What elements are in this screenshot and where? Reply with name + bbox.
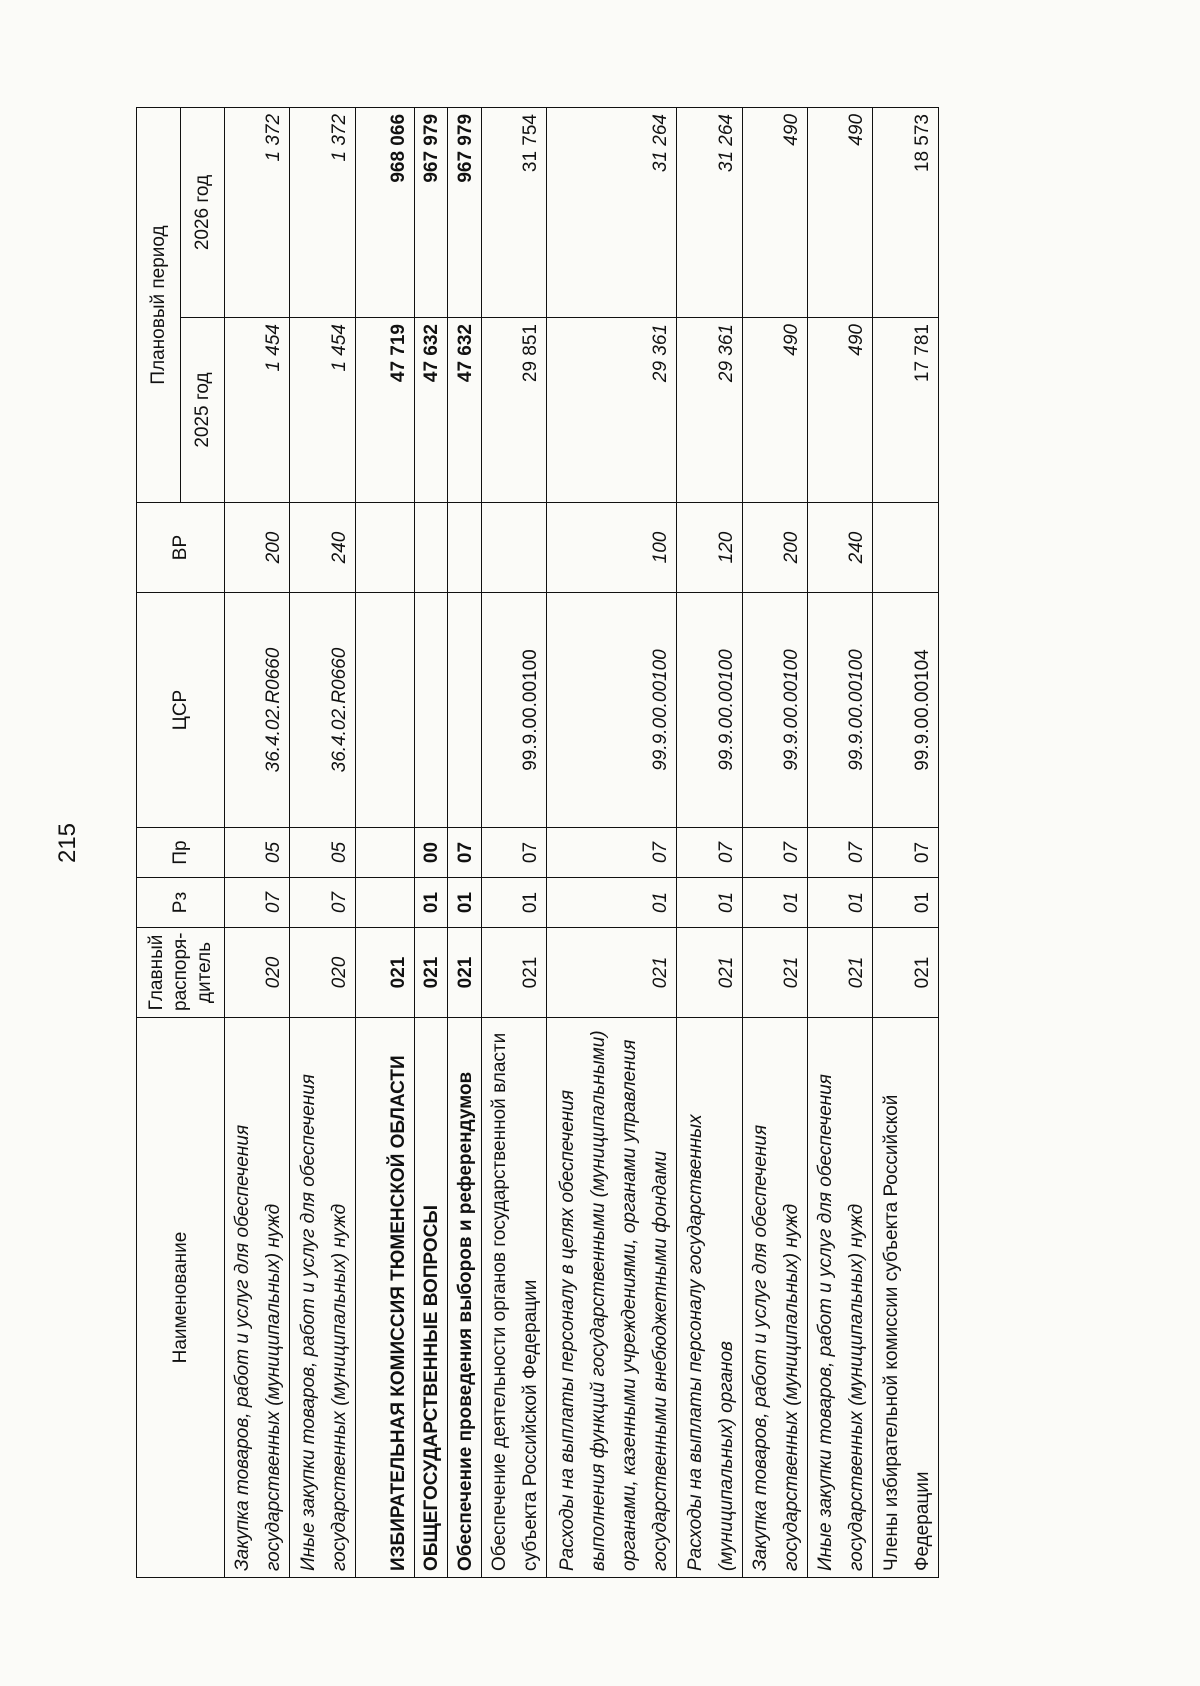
row-value-2026: 31 754 <box>481 107 546 317</box>
table-row <box>290 107 355 1577</box>
row-grbs: 021 <box>677 928 742 1018</box>
row-csr <box>448 593 481 828</box>
row-rz: 07 <box>225 878 290 928</box>
row-value-2025: 29 361 <box>677 318 742 503</box>
table-row <box>807 107 872 1577</box>
row-value-2025: 29 361 <box>547 318 677 503</box>
row-value-2026: 967 979 <box>415 107 448 317</box>
row-pr: 07 <box>481 828 546 878</box>
row-rz: 01 <box>677 878 742 928</box>
header-planned-period: Плановый период <box>137 107 181 502</box>
row-value-2025: 29 851 <box>481 318 546 503</box>
table-row <box>448 107 481 1577</box>
row-csr: 99.9.00.00100 <box>807 593 872 828</box>
row-vr: 240 <box>807 503 872 593</box>
row-csr <box>415 593 448 828</box>
row-value-2026: 1 372 <box>225 107 290 317</box>
row-value-2026: 31 264 <box>677 107 742 317</box>
table-row <box>355 107 414 1577</box>
row-csr: 99.9.00.00100 <box>481 593 546 828</box>
row-grbs: 020 <box>225 928 290 1018</box>
row-value-2026: 490 <box>742 107 807 317</box>
row-value-2025: 47 632 <box>448 318 481 503</box>
row-vr: 200 <box>225 503 290 593</box>
row-vr: 240 <box>290 503 355 593</box>
header-2026: 2026 год <box>181 107 225 317</box>
row-name: Обеспечение проведения выборов и референдумов <box>448 1018 481 1578</box>
row-value-2025: 47 719 <box>355 318 414 503</box>
table-body <box>225 107 939 1577</box>
row-vr: 120 <box>677 503 742 593</box>
header-rz: Рз <box>137 878 225 928</box>
row-csr: 99.9.00.00100 <box>742 593 807 828</box>
row-value-2025: 490 <box>742 318 807 503</box>
row-pr: 05 <box>290 828 355 878</box>
row-rz: 01 <box>547 878 677 928</box>
table-row <box>742 107 807 1577</box>
row-grbs: 021 <box>742 928 807 1018</box>
row-name: Расходы на выплаты персоналу государственных (муниципальных) органов <box>677 1018 742 1578</box>
table-row <box>415 107 448 1577</box>
row-value-2026: 31 264 <box>547 107 677 317</box>
header-csr: ЦСР <box>137 593 225 828</box>
row-value-2026: 968 066 <box>355 107 414 317</box>
row-name: Расходы на выплаты персоналу в целях обеспечения выполнения функций государственными (муниципальными) органами, казенными учреждениями, органами управления государственными внебюджетными фондами <box>547 1018 677 1578</box>
row-csr: 36.4.02.R0660 <box>225 593 290 828</box>
row-pr: 00 <box>415 828 448 878</box>
row-vr <box>873 503 939 593</box>
row-pr: 07 <box>547 828 677 878</box>
row-value-2025: 17 781 <box>873 318 939 503</box>
row-csr: 99.9.00.00100 <box>677 593 742 828</box>
row-value-2025: 1 454 <box>225 318 290 503</box>
row-rz: 01 <box>481 878 546 928</box>
row-csr: 36.4.02.R0660 <box>290 593 355 828</box>
header-vr: ВР <box>137 503 225 593</box>
row-pr: 07 <box>677 828 742 878</box>
row-value-2025: 1 454 <box>290 318 355 503</box>
row-vr <box>481 503 546 593</box>
row-rz <box>355 878 414 928</box>
row-value-2025: 490 <box>807 318 872 503</box>
header-name: Наименование <box>137 1018 225 1578</box>
row-grbs: 020 <box>290 928 355 1018</box>
row-pr: 07 <box>448 828 481 878</box>
row-grbs: 021 <box>355 928 414 1018</box>
row-value-2026: 967 979 <box>448 107 481 317</box>
header-pr: Пр <box>137 828 225 878</box>
row-rz: 01 <box>415 878 448 928</box>
row-name: Иные закупки товаров, работ и услуг для обеспечения государственных (муниципальных) нужд <box>807 1018 872 1578</box>
table-row <box>677 107 742 1577</box>
row-grbs: 021 <box>807 928 872 1018</box>
row-value-2025: 47 632 <box>415 318 448 503</box>
row-csr: 99.9.00.00100 <box>547 593 677 828</box>
row-value-2026: 1 372 <box>290 107 355 317</box>
row-vr: 200 <box>742 503 807 593</box>
row-pr: 07 <box>807 828 872 878</box>
row-rz: 01 <box>807 878 872 928</box>
row-rz: 07 <box>290 878 355 928</box>
row-grbs: 021 <box>547 928 677 1018</box>
row-csr: 99.9.00.00104 <box>873 593 939 828</box>
row-value-2026: 490 <box>807 107 872 317</box>
header-2025: 2025 год <box>181 318 225 503</box>
row-rz: 01 <box>742 878 807 928</box>
row-name: Члены избирательной комиссии субъекта Российской Федерации <box>873 1018 939 1578</box>
row-vr <box>355 503 414 593</box>
table-row <box>481 107 546 1577</box>
row-grbs: 021 <box>415 928 448 1018</box>
row-vr <box>448 503 481 593</box>
row-rz: 01 <box>873 878 939 928</box>
page-number: 215 <box>54 822 81 864</box>
table-row <box>547 107 677 1577</box>
row-grbs: 021 <box>873 928 939 1018</box>
table-row <box>873 107 939 1577</box>
row-pr: 07 <box>742 828 807 878</box>
row-name: Закупка товаров, работ и услуг для обеспечения государственных (муниципальных) нужд <box>742 1018 807 1578</box>
row-value-2026: 18 573 <box>873 107 939 317</box>
row-pr <box>355 828 414 878</box>
row-grbs: 021 <box>481 928 546 1018</box>
row-name: ОБЩЕГОСУДАРСТВЕННЫЕ ВОПРОСЫ <box>415 1018 448 1578</box>
budget-table-container <box>136 108 939 1578</box>
row-pr: 07 <box>873 828 939 878</box>
row-vr: 100 <box>547 503 677 593</box>
header-grbs: Главный распоря-дитель <box>137 928 225 1018</box>
row-vr <box>415 503 448 593</box>
row-pr: 05 <box>225 828 290 878</box>
row-grbs: 021 <box>448 928 481 1018</box>
table-row <box>225 107 290 1577</box>
row-rz: 01 <box>448 878 481 928</box>
row-csr <box>355 593 414 828</box>
row-name: Закупка товаров, работ и услуг для обеспечения государственных (муниципальных) нужд <box>225 1018 290 1578</box>
row-name: Обеспечение деятельности органов государственной власти субъекта Российской Федерации <box>481 1018 546 1578</box>
row-name: Иные закупки товаров, работ и услуг для обеспечения государственных (муниципальных) нужд <box>290 1018 355 1578</box>
budget-table <box>136 107 939 1578</box>
row-name: ИЗБИРАТЕЛЬНАЯ КОМИССИЯ ТЮМЕНСКОЙ ОБЛАСТИ <box>355 1018 414 1578</box>
